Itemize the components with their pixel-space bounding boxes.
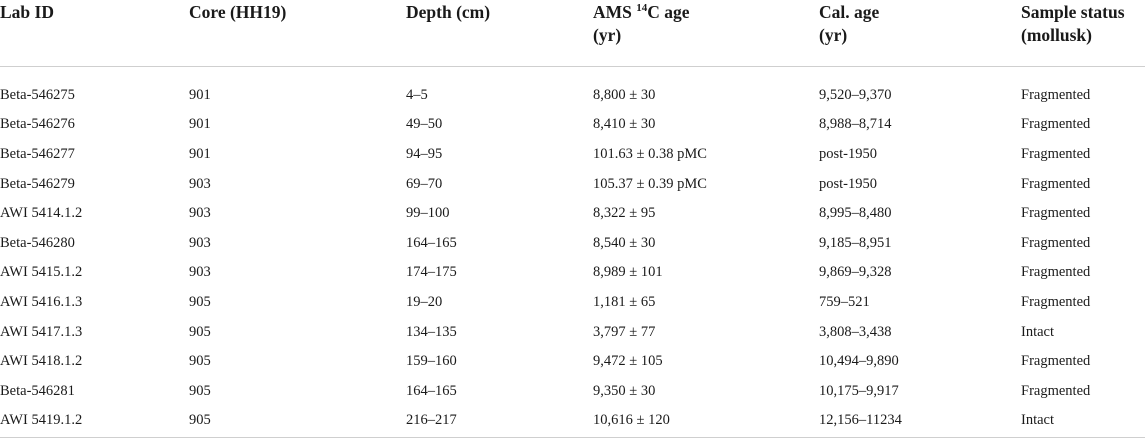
header-ams-prefix: AMS <box>593 2 637 22</box>
cell-sample-status: Fragmented <box>1021 175 1091 192</box>
cell-sample-status: Fragmented <box>1021 353 1091 370</box>
cell-cal-age: 8,995–8,480 <box>819 205 892 222</box>
cell-ams-age: 8,540 ± 30 <box>593 234 656 251</box>
table-row <box>0 140 1145 170</box>
cell-lab-id: AWI 5419.1.2 <box>0 412 83 429</box>
cell-lab-id: Beta-546280 <box>0 234 75 251</box>
table-row <box>0 288 1145 318</box>
header-ams-unit: (yr) <box>593 25 622 45</box>
cell-cal-age: post-1950 <box>819 175 877 192</box>
cell-ams-age: 8,410 ± 30 <box>593 116 656 133</box>
cell-core: 905 <box>189 382 211 399</box>
cell-sample-status: Fragmented <box>1021 382 1091 399</box>
cell-sample-status: Fragmented <box>1021 234 1091 251</box>
cell-ams-age: 3,797 ± 77 <box>593 323 656 340</box>
cell-ams-age: 105.37 ± 0.39 pMC <box>593 175 707 192</box>
cell-cal-age: 10,494–9,890 <box>819 353 899 370</box>
cell-core: 905 <box>189 323 211 340</box>
cell-depth: 94–95 <box>406 145 443 162</box>
header-ams-suffix: C age <box>647 2 690 22</box>
header-cal-age: Cal. age (yr) <box>819 0 1021 66</box>
cell-ams-age: 8,989 ± 101 <box>593 264 663 281</box>
cell-depth: 4–5 <box>406 86 428 103</box>
cell-core: 905 <box>189 293 211 310</box>
cell-cal-age: 10,175–9,917 <box>819 382 899 399</box>
table-row <box>0 228 1145 258</box>
cell-core: 905 <box>189 412 211 429</box>
cell-core: 903 <box>189 175 211 192</box>
table-body <box>0 66 1145 436</box>
cell-depth: 216–217 <box>406 412 457 429</box>
cell-cal-age: 759–521 <box>819 293 870 310</box>
cell-depth: 69–70 <box>406 175 443 192</box>
cell-core: 903 <box>189 264 211 281</box>
table-row <box>0 258 1145 288</box>
cell-ams-age: 8,800 ± 30 <box>593 86 656 103</box>
cell-sample-status: Fragmented <box>1021 116 1091 133</box>
table-row <box>0 199 1145 229</box>
header-core: Core (HH19) <box>189 0 406 66</box>
table-bottom-rule <box>0 437 1145 438</box>
table-row <box>0 66 1145 110</box>
cell-cal-age: 9,869–9,328 <box>819 264 892 281</box>
header-ams-age <box>593 0 819 66</box>
cell-cal-age: 9,185–8,951 <box>819 234 892 251</box>
cell-sample-status: Intact <box>1021 412 1055 429</box>
cell-ams-age: 9,350 ± 30 <box>593 382 656 399</box>
cell-lab-id: Beta-546277 <box>0 145 75 162</box>
cell-lab-id: AWI 5416.1.3 <box>0 293 83 310</box>
header-sample-status: Sample status (mollusk) <box>1021 0 1145 66</box>
table-row <box>0 110 1145 140</box>
cell-core: 905 <box>189 353 211 370</box>
cell-depth: 19–20 <box>406 293 443 310</box>
cell-lab-id: AWI 5418.1.2 <box>0 353 83 370</box>
table-row <box>0 347 1145 377</box>
cell-cal-age: 8,988–8,714 <box>819 116 892 133</box>
table-row <box>0 406 1145 436</box>
cell-depth: 174–175 <box>406 264 457 281</box>
cell-cal-age: 3,808–3,438 <box>819 323 892 340</box>
cell-lab-id: AWI 5414.1.2 <box>0 205 83 222</box>
cell-ams-age: 10,616 ± 120 <box>593 412 670 429</box>
cell-cal-age: 12,156–11234 <box>819 412 902 429</box>
cell-sample-status: Fragmented <box>1021 293 1091 310</box>
table-row <box>0 169 1145 199</box>
cell-lab-id: Beta-546275 <box>0 86 75 103</box>
cell-depth: 134–135 <box>406 323 457 340</box>
cell-core: 901 <box>189 86 211 103</box>
cell-ams-age: 9,472 ± 105 <box>593 353 663 370</box>
cell-sample-status: Intact <box>1021 323 1055 340</box>
cell-lab-id: AWI 5417.1.3 <box>0 323 83 340</box>
cell-sample-status: Fragmented <box>1021 145 1091 162</box>
cell-ams-age: 8,322 ± 95 <box>593 205 656 222</box>
cell-lab-id: Beta-546276 <box>0 116 75 133</box>
cell-depth: 49–50 <box>406 116 443 133</box>
cell-core: 903 <box>189 234 211 251</box>
cell-depth: 159–160 <box>406 353 457 370</box>
cell-depth: 164–165 <box>406 382 457 399</box>
cell-core: 901 <box>189 145 211 162</box>
cell-lab-id: AWI 5415.1.2 <box>0 264 83 281</box>
table-row <box>0 376 1145 406</box>
cell-sample-status: Fragmented <box>1021 205 1091 222</box>
cell-depth: 164–165 <box>406 234 457 251</box>
cell-sample-status: Fragmented <box>1021 264 1091 281</box>
cell-cal-age: 9,520–9,370 <box>819 86 892 103</box>
cell-ams-age: 101.63 ± 0.38 pMC <box>593 145 707 162</box>
header-depth: Depth (cm) <box>406 0 593 66</box>
cell-lab-id: Beta-546281 <box>0 382 75 399</box>
cell-lab-id: Beta-546279 <box>0 175 75 192</box>
table-row <box>0 317 1145 347</box>
cell-cal-age: post-1950 <box>819 145 877 162</box>
cell-ams-age: 1,181 ± 65 <box>593 293 656 310</box>
cell-core: 903 <box>189 205 211 222</box>
cell-core: 901 <box>189 116 211 133</box>
cell-depth: 99–100 <box>406 205 450 222</box>
header-lab-id: Lab ID <box>0 0 189 66</box>
header-row <box>0 0 1145 66</box>
cell-sample-status: Fragmented <box>1021 86 1091 103</box>
header-ams-superscript: 14 <box>636 2 648 15</box>
